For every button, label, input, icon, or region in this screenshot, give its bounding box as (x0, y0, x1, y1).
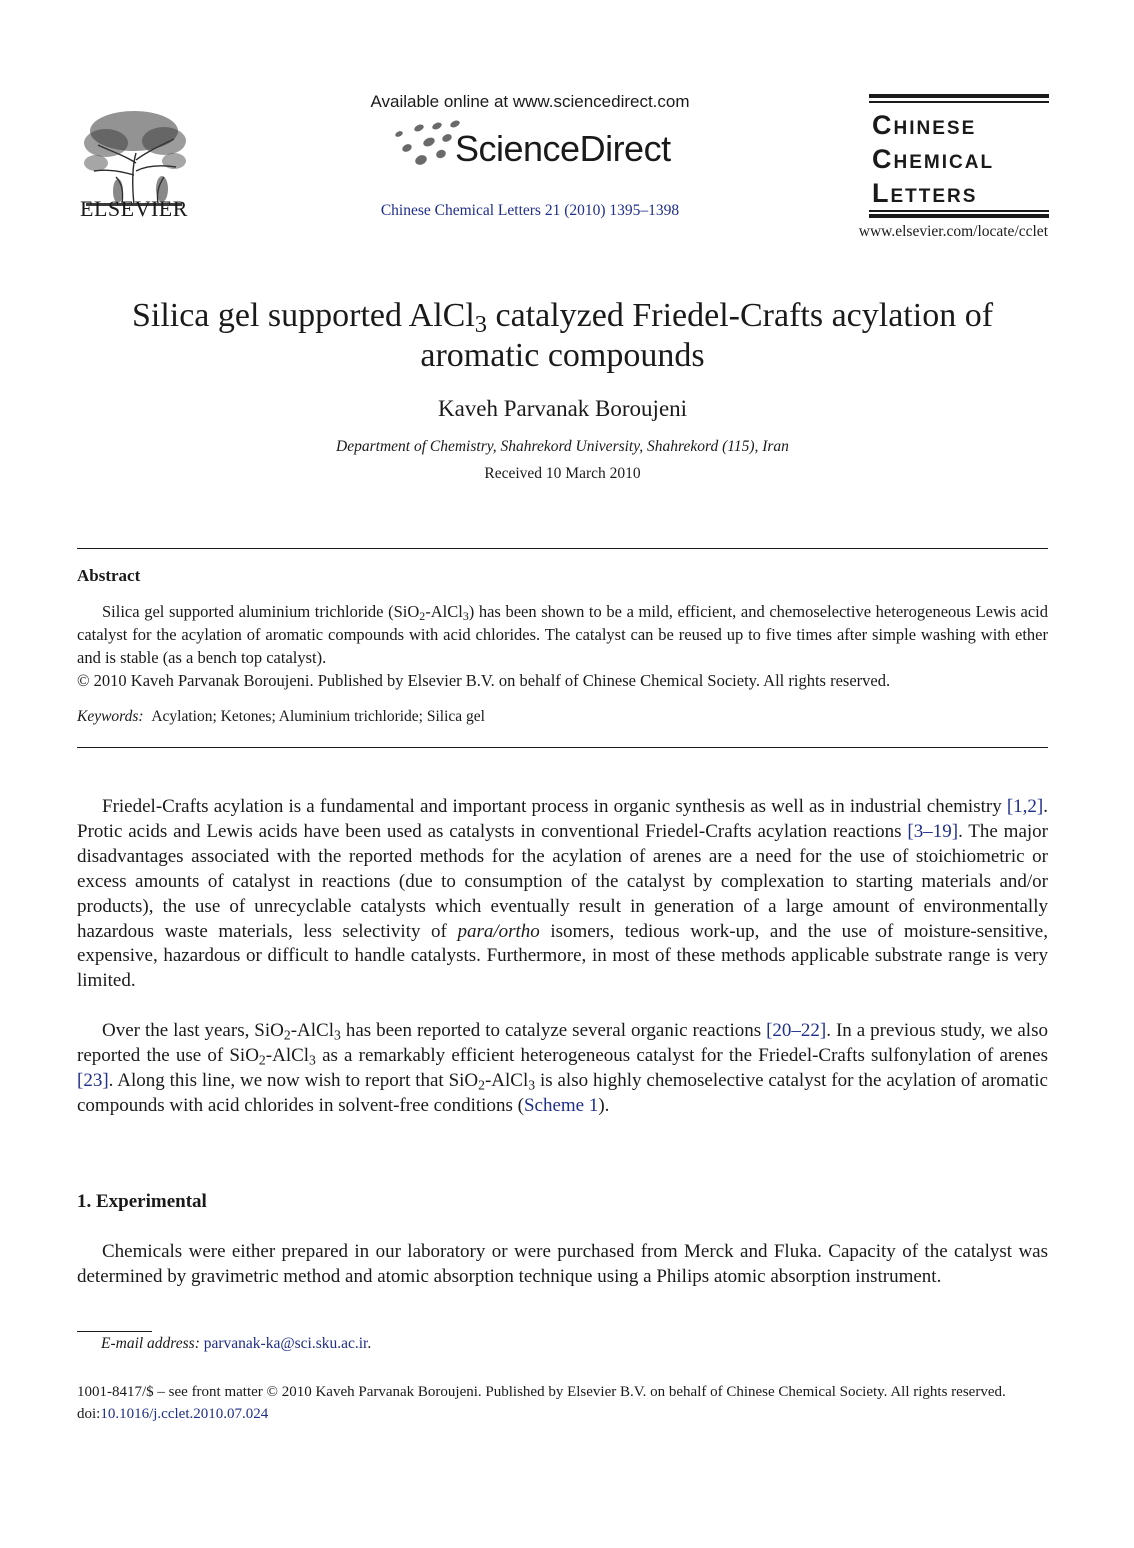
subscript: 2 (478, 1077, 485, 1093)
doi-link[interactable]: 10.1016/j.cclet.2010.07.024 (100, 1406, 269, 1422)
author-name: Kaveh Parvanak Boroujeni (437, 396, 688, 421)
logo-rule-top-thin (869, 101, 1049, 103)
abstract-part: -AlCl (425, 602, 463, 621)
doi-line (77, 1403, 1048, 1425)
available-online-text: Available online at www.sciencedirect.com (370, 92, 690, 111)
abstract-part: ) has been shown to be a mild, efficient, and chemoselective heterogeneous Lewis acid catalyst for the acylation of aromatic compounds with acid chlorides. The catalyst can be reused up to five times after simple washing with ether and is stable (as a bench top catalyst). (77, 602, 1048, 667)
doi-label: doi: (77, 1406, 101, 1422)
italic-text: para/ortho (457, 920, 540, 942)
text: Over the last years, SiO (102, 1020, 284, 1041)
journal-logo (869, 94, 1049, 218)
text: isomers, tedious work-up, and the use of moisture-sensitive, expensive, hazardous or difficult to handle catalysts. Furthermore, in most of these methods applicable substrate range is very limited. (77, 920, 1048, 992)
subscript: 3 (309, 1052, 316, 1068)
journal-logo-line: Chemical (872, 144, 995, 174)
subscript: 2 (258, 1052, 266, 1068)
scheme-link[interactable]: Scheme 1 (523, 1094, 599, 1116)
copyright-text: 2010 Kaveh Parvanak Boroujeni. Published by Elsevier B.V. on behalf of Chinese Chemical Society. All rights reserved. (89, 671, 891, 690)
reference-link[interactable]: [3–19] (907, 820, 959, 842)
text: as a remarkably efficient heterogeneous catalyst for the Friedel-Crafts sulfonylation of arenes (315, 1044, 1048, 1066)
abstract-part: Silica gel supported aluminium trichloride (SiO (102, 602, 420, 621)
abstract-heading: Abstract (77, 566, 141, 585)
text: is also highly chemoselective catalyst for the acylation of aromatic compounds with acid chlorides in solvent-free conditions ( (77, 1069, 1048, 1116)
text: . Protic acids and Lewis acids have been used as catalysts in conventional Friedel-Crafts acylation reactions (77, 796, 1048, 842)
subscript: 3 (462, 608, 469, 623)
publisher-logo-text: ELSEVIER (80, 196, 188, 221)
subscript: 2 (419, 608, 426, 623)
journal-url: www.elsevier.com/locate/cclet (858, 223, 1048, 240)
issn-copyright: 2010 Kaveh Parvanak Boroujeni. Published by Elsevier B.V. on behalf of Chinese Chemical Society. All rights reserved. (277, 1384, 1006, 1400)
body-paragraph: Chemicals were either prepared in our laboratory or were purchased from Merck and Fluka. Capacity of the catalyst was determined by gravimetric method and atomic absorption technique using a Philips atomic absorption instrument. (77, 1241, 1048, 1287)
journal-logo-line: Letters (872, 178, 978, 208)
text: -AlCl (484, 1069, 529, 1091)
keywords-label: Keywords: (77, 708, 144, 725)
logo-rule-bottom-thin (869, 210, 1049, 212)
keywords-list: Acylation; Ketones; Aluminium trichloride; Silica gel (151, 708, 485, 725)
divider (77, 548, 1048, 549)
logo-rule-bottom (869, 214, 1049, 218)
subscript: 3 (528, 1077, 536, 1093)
subscript: 2 (283, 1027, 291, 1043)
text: ). (598, 1094, 610, 1116)
footnote-email (101, 1335, 371, 1353)
text: . Along this line, we now wish to report that SiO (108, 1069, 479, 1091)
issn-line (77, 1381, 1048, 1403)
title-part: Silica gel supported AlCl (131, 297, 475, 334)
text: has been reported to catalyze several organic reactions (340, 1020, 767, 1041)
footnote-rule (77, 1331, 152, 1332)
abstract-text (77, 600, 1048, 669)
email-link[interactable]: parvanak-ka@sci.sku.ac.ir (203, 1335, 368, 1352)
keywords (77, 708, 485, 726)
reference-link[interactable]: [20–22] (766, 1020, 827, 1041)
reference-link[interactable]: [1,2] (1006, 796, 1044, 817)
text: . In a previous study, we also reported the use of SiO (77, 1020, 1048, 1066)
issn-doi-block (77, 1381, 1048, 1425)
text: . The major disadvantages associated with the reported methods for the acylation of arenes are a need for the use of stoichiometric or excess amounts of catalyst in reactions (due to consumption of the catalyst by complexation to starting materials and/or products), the use of unrecyclable catalysts which eventually result in generation of a large amount of environmentally hazardous waste materials, less selectivity of (77, 820, 1048, 942)
title-subscript: 3 (474, 311, 488, 339)
body-paragraph (77, 795, 1048, 994)
body-paragraph (77, 1019, 1048, 1119)
received-date: Received 10 March 2010 (484, 465, 641, 482)
article-title (77, 296, 1048, 376)
sciencedirect-logo-text: ScienceDirect (455, 128, 671, 169)
issn-text: 1001-8417/$ – see front matter (77, 1384, 267, 1400)
divider (77, 747, 1048, 748)
text: -AlCl (290, 1020, 334, 1041)
title-part: catalyzed Friedel-Crafts acylation of aromatic compounds (420, 297, 994, 374)
text: -AlCl (265, 1044, 310, 1066)
copyright-icon: © (77, 671, 90, 690)
reference-link[interactable]: [23] (77, 1069, 109, 1091)
email-label: E-mail address: (101, 1335, 200, 1352)
abstract-copyright (77, 669, 1048, 692)
journal-logo-line: Chinese (872, 110, 977, 140)
journal-logo-text (872, 108, 994, 210)
subscript: 3 (334, 1027, 341, 1043)
email-end: . (367, 1335, 372, 1352)
journal-citation-link[interactable]: Chinese Chemical Letters 21 (2010) 1395–1398 (380, 202, 680, 219)
author-affiliation: Department of Chemistry, Shahrekord University, Shahrekord (115), Iran (336, 438, 789, 455)
text: Friedel-Crafts acylation is a fundamental and important process in organic synthesis as well as in industrial chemistry (102, 796, 1007, 817)
section-heading: 1. Experimental (77, 1191, 207, 1212)
logo-rule-top (869, 94, 1049, 98)
copyright-icon: © (266, 1384, 278, 1400)
